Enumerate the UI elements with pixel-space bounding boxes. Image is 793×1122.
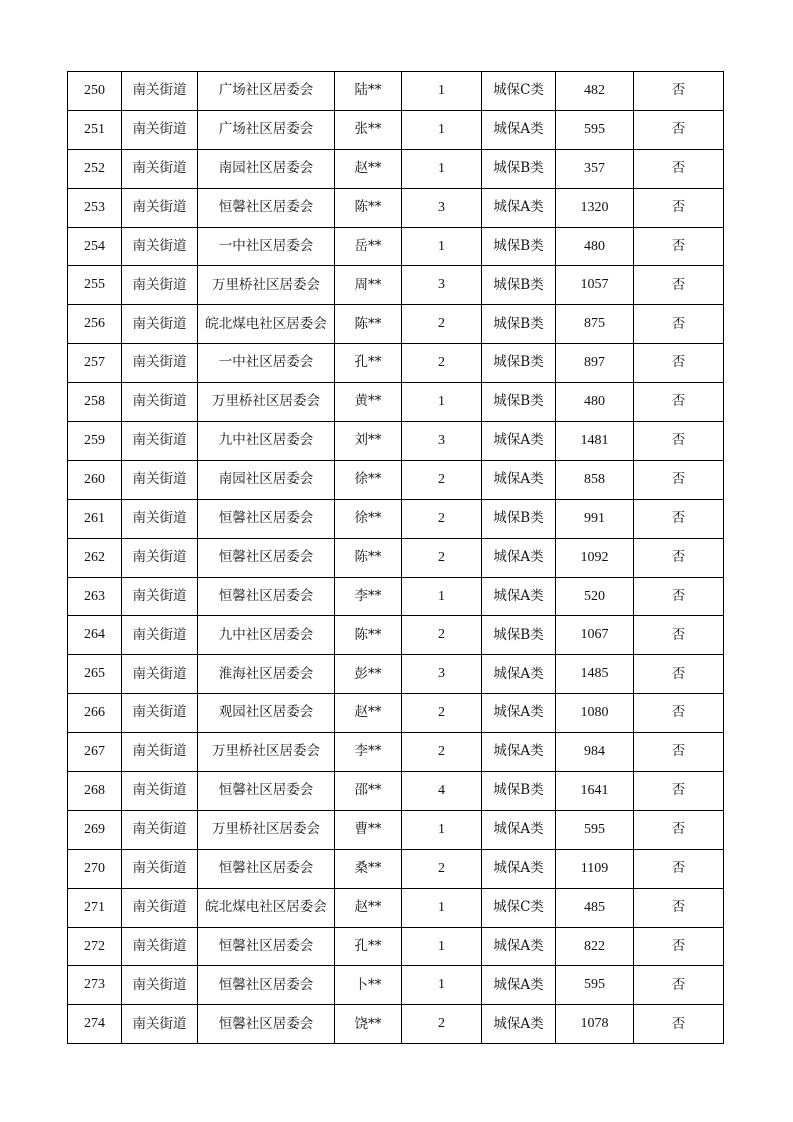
- name-cell: 陈**: [335, 305, 402, 344]
- community-cell: 一中社区居委会: [198, 344, 335, 383]
- street-cell: 南关街道: [122, 305, 198, 344]
- row-number-cell: 266: [68, 694, 122, 733]
- community-cell: 淮海社区居委会: [198, 655, 335, 694]
- flag-cell: 否: [634, 110, 724, 149]
- street-cell: 南关街道: [122, 772, 198, 811]
- row-number-cell: 259: [68, 422, 122, 461]
- name-cell: 赵**: [335, 149, 402, 188]
- amount-cell: 875: [556, 305, 634, 344]
- household-size-cell: 3: [402, 188, 482, 227]
- amount-cell: 357: [556, 149, 634, 188]
- amount-cell: 485: [556, 888, 634, 927]
- table-row: [68, 266, 724, 305]
- name-cell: 岳**: [335, 227, 402, 266]
- flag-cell: 否: [634, 1005, 724, 1044]
- flag-cell: 否: [634, 810, 724, 849]
- flag-cell: 否: [634, 538, 724, 577]
- table-row: [68, 577, 724, 616]
- community-cell: 一中社区居委会: [198, 227, 335, 266]
- community-cell: 南园社区居委会: [198, 460, 335, 499]
- amount-cell: 1080: [556, 694, 634, 733]
- community-cell: 恒馨社区居委会: [198, 966, 335, 1005]
- flag-cell: 否: [634, 344, 724, 383]
- street-cell: 南关街道: [122, 733, 198, 772]
- row-number-cell: 263: [68, 577, 122, 616]
- street-cell: 南关街道: [122, 1005, 198, 1044]
- street-cell: 南关街道: [122, 344, 198, 383]
- household-size-cell: 1: [402, 927, 482, 966]
- flag-cell: 否: [634, 422, 724, 461]
- community-cell: 恒馨社区居委会: [198, 499, 335, 538]
- row-number-cell: 258: [68, 383, 122, 422]
- community-cell: 万里桥社区居委会: [198, 810, 335, 849]
- name-cell: 黄**: [335, 383, 402, 422]
- row-number-cell: 260: [68, 460, 122, 499]
- flag-cell: 否: [634, 694, 724, 733]
- community-cell: 南园社区居委会: [198, 149, 335, 188]
- name-cell: 李**: [335, 733, 402, 772]
- insurance-type-cell: 城保A类: [482, 538, 556, 577]
- community-cell: 恒馨社区居委会: [198, 849, 335, 888]
- community-cell: 广场社区居委会: [198, 72, 335, 111]
- household-size-cell: 1: [402, 383, 482, 422]
- table-row: [68, 655, 724, 694]
- household-size-cell: 2: [402, 1005, 482, 1044]
- insurance-type-cell: 城保A类: [482, 966, 556, 1005]
- household-size-cell: 2: [402, 538, 482, 577]
- household-size-cell: 2: [402, 616, 482, 655]
- insurance-type-cell: 城保C类: [482, 72, 556, 111]
- records-table: [67, 71, 724, 1044]
- amount-cell: 991: [556, 499, 634, 538]
- table-row: [68, 538, 724, 577]
- name-cell: 邵**: [335, 772, 402, 811]
- amount-cell: 1485: [556, 655, 634, 694]
- row-number-cell: 271: [68, 888, 122, 927]
- street-cell: 南关街道: [122, 383, 198, 422]
- row-number-cell: 250: [68, 72, 122, 111]
- insurance-type-cell: 城保A类: [482, 1005, 556, 1044]
- household-size-cell: 1: [402, 577, 482, 616]
- amount-cell: 1641: [556, 772, 634, 811]
- insurance-type-cell: 城保A类: [482, 422, 556, 461]
- insurance-type-cell: 城保B类: [482, 227, 556, 266]
- table-row: [68, 383, 724, 422]
- street-cell: 南关街道: [122, 849, 198, 888]
- street-cell: 南关街道: [122, 927, 198, 966]
- amount-cell: 984: [556, 733, 634, 772]
- name-cell: 陆**: [335, 72, 402, 111]
- insurance-type-cell: 城保B类: [482, 266, 556, 305]
- street-cell: 南关街道: [122, 499, 198, 538]
- household-size-cell: 1: [402, 888, 482, 927]
- community-cell: 恒馨社区居委会: [198, 772, 335, 811]
- street-cell: 南关街道: [122, 655, 198, 694]
- table-row: [68, 810, 724, 849]
- amount-cell: 482: [556, 72, 634, 111]
- table-row: [68, 72, 724, 111]
- name-cell: 孔**: [335, 344, 402, 383]
- flag-cell: 否: [634, 577, 724, 616]
- row-number-cell: 273: [68, 966, 122, 1005]
- community-cell: 广场社区居委会: [198, 110, 335, 149]
- street-cell: 南关街道: [122, 188, 198, 227]
- name-cell: 徐**: [335, 499, 402, 538]
- amount-cell: 1078: [556, 1005, 634, 1044]
- amount-cell: 1057: [556, 266, 634, 305]
- amount-cell: 595: [556, 966, 634, 1005]
- insurance-type-cell: 城保A类: [482, 188, 556, 227]
- flag-cell: 否: [634, 927, 724, 966]
- household-size-cell: 2: [402, 694, 482, 733]
- flag-cell: 否: [634, 499, 724, 538]
- name-cell: 张**: [335, 110, 402, 149]
- household-size-cell: 3: [402, 266, 482, 305]
- household-size-cell: 2: [402, 344, 482, 383]
- community-cell: 九中社区居委会: [198, 422, 335, 461]
- street-cell: 南关街道: [122, 227, 198, 266]
- row-number-cell: 255: [68, 266, 122, 305]
- street-cell: 南关街道: [122, 460, 198, 499]
- household-size-cell: 2: [402, 849, 482, 888]
- amount-cell: 595: [556, 110, 634, 149]
- household-size-cell: 1: [402, 966, 482, 1005]
- name-cell: 赵**: [335, 694, 402, 733]
- table-row: [68, 460, 724, 499]
- amount-cell: 1481: [556, 422, 634, 461]
- insurance-type-cell: 城保B类: [482, 772, 556, 811]
- community-cell: 恒馨社区居委会: [198, 927, 335, 966]
- insurance-type-cell: 城保A类: [482, 655, 556, 694]
- name-cell: 徐**: [335, 460, 402, 499]
- insurance-type-cell: 城保A类: [482, 849, 556, 888]
- insurance-type-cell: 城保A类: [482, 694, 556, 733]
- household-size-cell: 1: [402, 810, 482, 849]
- community-cell: 恒馨社区居委会: [198, 188, 335, 227]
- household-size-cell: 1: [402, 227, 482, 266]
- insurance-type-cell: 城保A类: [482, 460, 556, 499]
- table-row: [68, 694, 724, 733]
- name-cell: 周**: [335, 266, 402, 305]
- community-cell: 恒馨社区居委会: [198, 1005, 335, 1044]
- insurance-type-cell: 城保A类: [482, 110, 556, 149]
- amount-cell: 822: [556, 927, 634, 966]
- flag-cell: 否: [634, 966, 724, 1005]
- table-row: [68, 110, 724, 149]
- table-row: [68, 927, 724, 966]
- name-cell: 赵**: [335, 888, 402, 927]
- flag-cell: 否: [634, 149, 724, 188]
- community-cell: 九中社区居委会: [198, 616, 335, 655]
- table-row: [68, 772, 724, 811]
- table-row: [68, 849, 724, 888]
- table-row: [68, 188, 724, 227]
- row-number-cell: 272: [68, 927, 122, 966]
- flag-cell: 否: [634, 188, 724, 227]
- name-cell: 陈**: [335, 616, 402, 655]
- street-cell: 南关街道: [122, 966, 198, 1005]
- community-cell: 皖北煤电社区居委会: [198, 305, 335, 344]
- flag-cell: 否: [634, 460, 724, 499]
- street-cell: 南关街道: [122, 577, 198, 616]
- community-cell: 万里桥社区居委会: [198, 383, 335, 422]
- amount-cell: 1067: [556, 616, 634, 655]
- table-body: [68, 72, 724, 1044]
- flag-cell: 否: [634, 383, 724, 422]
- community-cell: 万里桥社区居委会: [198, 266, 335, 305]
- amount-cell: 1109: [556, 849, 634, 888]
- household-size-cell: 1: [402, 110, 482, 149]
- amount-cell: 897: [556, 344, 634, 383]
- table-row: [68, 966, 724, 1005]
- insurance-type-cell: 城保C类: [482, 888, 556, 927]
- name-cell: 陈**: [335, 188, 402, 227]
- flag-cell: 否: [634, 655, 724, 694]
- amount-cell: 480: [556, 383, 634, 422]
- table-row: [68, 616, 724, 655]
- street-cell: 南关街道: [122, 616, 198, 655]
- community-cell: 万里桥社区居委会: [198, 733, 335, 772]
- street-cell: 南关街道: [122, 266, 198, 305]
- insurance-type-cell: 城保B类: [482, 344, 556, 383]
- flag-cell: 否: [634, 227, 724, 266]
- street-cell: 南关街道: [122, 110, 198, 149]
- street-cell: 南关街道: [122, 72, 198, 111]
- insurance-type-cell: 城保B类: [482, 499, 556, 538]
- name-cell: 李**: [335, 577, 402, 616]
- household-size-cell: 2: [402, 499, 482, 538]
- insurance-type-cell: 城保B类: [482, 616, 556, 655]
- flag-cell: 否: [634, 266, 724, 305]
- insurance-type-cell: 城保A类: [482, 810, 556, 849]
- table-row: [68, 499, 724, 538]
- row-number-cell: 264: [68, 616, 122, 655]
- row-number-cell: 257: [68, 344, 122, 383]
- community-cell: 恒馨社区居委会: [198, 577, 335, 616]
- row-number-cell: 270: [68, 849, 122, 888]
- household-size-cell: 2: [402, 733, 482, 772]
- amount-cell: 1092: [556, 538, 634, 577]
- community-cell: 恒馨社区居委会: [198, 538, 335, 577]
- insurance-type-cell: 城保A类: [482, 733, 556, 772]
- street-cell: 南关街道: [122, 422, 198, 461]
- table-row: [68, 888, 724, 927]
- name-cell: 刘**: [335, 422, 402, 461]
- flag-cell: 否: [634, 733, 724, 772]
- amount-cell: 858: [556, 460, 634, 499]
- row-number-cell: 262: [68, 538, 122, 577]
- flag-cell: 否: [634, 888, 724, 927]
- amount-cell: 1320: [556, 188, 634, 227]
- row-number-cell: 261: [68, 499, 122, 538]
- household-size-cell: 3: [402, 422, 482, 461]
- name-cell: 陈**: [335, 538, 402, 577]
- household-size-cell: 1: [402, 149, 482, 188]
- flag-cell: 否: [634, 616, 724, 655]
- row-number-cell: 267: [68, 733, 122, 772]
- name-cell: 卜**: [335, 966, 402, 1005]
- flag-cell: 否: [634, 849, 724, 888]
- flag-cell: 否: [634, 772, 724, 811]
- row-number-cell: 268: [68, 772, 122, 811]
- row-number-cell: 265: [68, 655, 122, 694]
- street-cell: 南关街道: [122, 810, 198, 849]
- name-cell: 彭**: [335, 655, 402, 694]
- insurance-type-cell: 城保A类: [482, 577, 556, 616]
- community-cell: 皖北煤电社区居委会: [198, 888, 335, 927]
- household-size-cell: 2: [402, 305, 482, 344]
- household-size-cell: 2: [402, 460, 482, 499]
- flag-cell: 否: [634, 305, 724, 344]
- name-cell: 曹**: [335, 810, 402, 849]
- street-cell: 南关街道: [122, 694, 198, 733]
- street-cell: 南关街道: [122, 538, 198, 577]
- table-row: [68, 1005, 724, 1044]
- row-number-cell: 269: [68, 810, 122, 849]
- amount-cell: 595: [556, 810, 634, 849]
- amount-cell: 520: [556, 577, 634, 616]
- amount-cell: 480: [556, 227, 634, 266]
- table-row: [68, 733, 724, 772]
- insurance-type-cell: 城保B类: [482, 149, 556, 188]
- household-size-cell: 1: [402, 72, 482, 111]
- row-number-cell: 251: [68, 110, 122, 149]
- street-cell: 南关街道: [122, 888, 198, 927]
- household-size-cell: 4: [402, 772, 482, 811]
- street-cell: 南关街道: [122, 149, 198, 188]
- insurance-type-cell: 城保B类: [482, 305, 556, 344]
- table-row: [68, 227, 724, 266]
- table-row: [68, 422, 724, 461]
- row-number-cell: 252: [68, 149, 122, 188]
- name-cell: 饶**: [335, 1005, 402, 1044]
- name-cell: 桑**: [335, 849, 402, 888]
- household-size-cell: 3: [402, 655, 482, 694]
- row-number-cell: 256: [68, 305, 122, 344]
- insurance-type-cell: 城保B类: [482, 383, 556, 422]
- name-cell: 孔**: [335, 927, 402, 966]
- insurance-type-cell: 城保A类: [482, 927, 556, 966]
- row-number-cell: 274: [68, 1005, 122, 1044]
- table-row: [68, 305, 724, 344]
- row-number-cell: 253: [68, 188, 122, 227]
- row-number-cell: 254: [68, 227, 122, 266]
- table-row: [68, 149, 724, 188]
- flag-cell: 否: [634, 72, 724, 111]
- table-row: [68, 344, 724, 383]
- community-cell: 观园社区居委会: [198, 694, 335, 733]
